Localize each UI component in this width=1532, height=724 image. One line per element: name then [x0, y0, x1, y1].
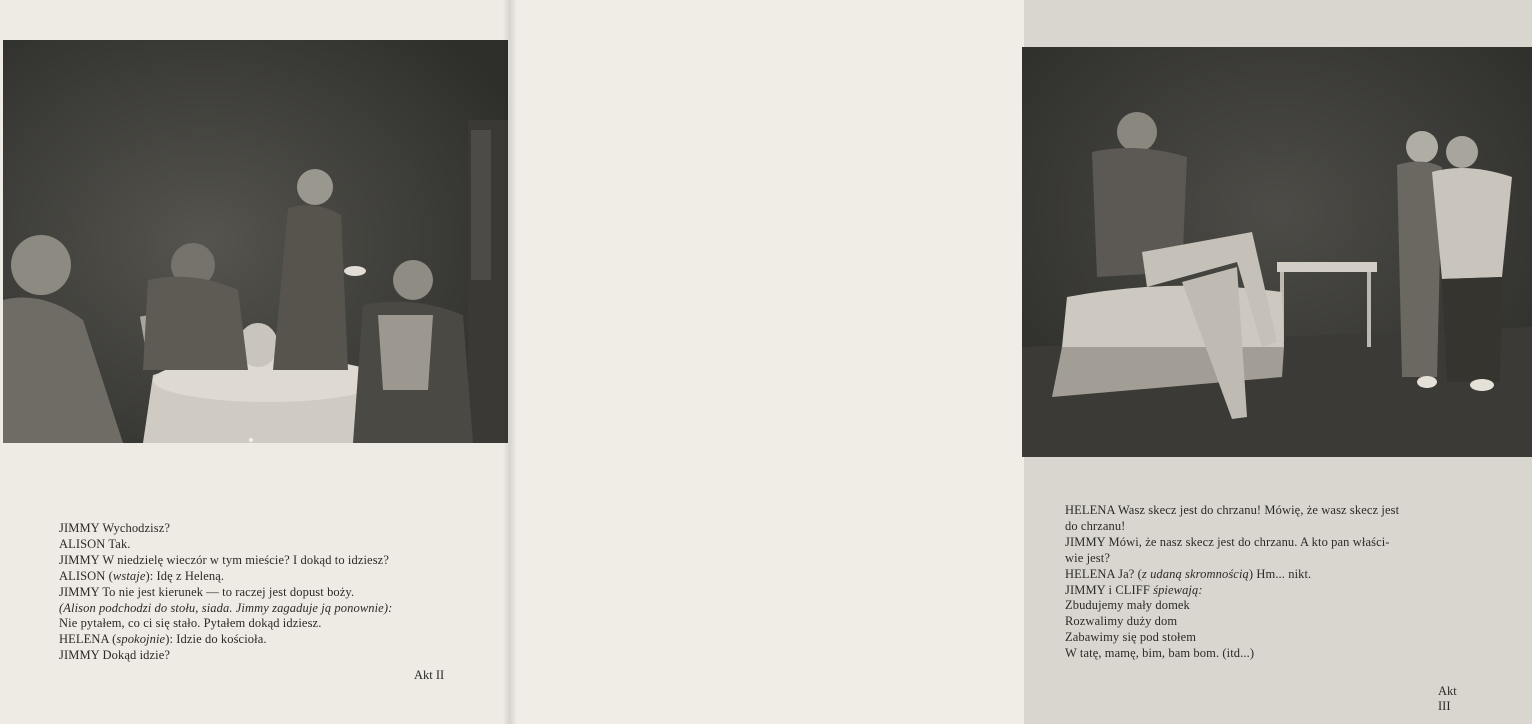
stage-direction: śpiewają: — [1153, 582, 1203, 597]
dialogue-line — [59, 632, 479, 648]
stage-direction: (Alison podchodzi do stołu, siada. Jimmy zagaduje ją ponownie): — [59, 600, 393, 615]
line-text: ): Idę z Heleną. — [145, 568, 225, 583]
stage-direction: wstaje — [112, 568, 146, 583]
dialogue-line — [1065, 535, 1485, 551]
dialogue-line — [59, 585, 479, 601]
line-text: ALISON Tak. — [59, 536, 131, 551]
right-page-dialogue — [1065, 503, 1485, 662]
song-line — [1065, 646, 1485, 662]
stage-direction: spokojnie — [116, 632, 166, 647]
right-page — [510, 0, 1457, 724]
line-text: JIMMY Mówi, że nasz skecz jest do chrzanu. A kto pan właści- — [1065, 534, 1390, 549]
line-text: ) Hm... nikt. — [1248, 566, 1312, 581]
act-label-right: Akt III — [1438, 684, 1457, 713]
dialogue-line — [59, 648, 479, 664]
line-text: Zabawimy się pod stołem — [1065, 630, 1197, 645]
song-line — [1065, 598, 1485, 614]
dialogue-line — [59, 616, 479, 632]
stage-photo-act-2-image — [3, 40, 508, 443]
line-text: JIMMY Wychodzisz? — [59, 521, 170, 535]
line-text: HELENA Wasz skecz jest do chrzanu! Mówię, że wasz skecz jest — [1065, 503, 1400, 517]
stage-direction: z udaną skromnością — [1141, 566, 1249, 581]
stage-photo-act-3-image — [1022, 47, 1532, 457]
line-text: do chrzanu! — [1065, 518, 1126, 533]
line-text: JIMMY i CLIFF — [1065, 582, 1154, 597]
dialogue-line — [1065, 583, 1485, 599]
dialogue-line — [59, 537, 479, 553]
dialogue-line — [1065, 551, 1485, 567]
line-text: Rozwalimy duży dom — [1065, 614, 1178, 629]
dialogue-line — [1065, 503, 1485, 519]
dialogue-line — [1065, 519, 1485, 535]
dialogue-line — [59, 521, 479, 537]
act-label-left: Akt II — [414, 668, 445, 682]
dialogue-line — [59, 601, 479, 617]
dialogue-line — [59, 553, 479, 569]
line-text: W tatę, mamę, bim, bam bom. (itd...) — [1065, 646, 1255, 661]
line-text: HELENA ( — [59, 632, 117, 647]
left-page-dialogue — [59, 521, 479, 664]
line-text: Nie pytałem, co ci się stało. Pytałem dokąd idziesz. — [59, 616, 322, 631]
stage-photo-act-2 — [3, 40, 508, 443]
line-text: wie jest? — [1065, 550, 1110, 565]
left-page — [0, 0, 510, 724]
line-text: JIMMY W niedzielę wieczór w tym mieście? I dokąd to idziesz? — [59, 552, 389, 567]
line-text: ALISON ( — [59, 568, 113, 583]
stage-photo-act-3 — [1022, 47, 1532, 457]
line-text: Zbudujemy mały domek — [1065, 598, 1190, 613]
line-text: JIMMY To nie jest kierunek — to raczej jest dopust boży. — [59, 584, 355, 599]
song-line — [1065, 614, 1485, 630]
line-text: ): Idzie do kościoła. — [165, 632, 267, 647]
line-text: JIMMY Dokąd idzie? — [59, 648, 171, 663]
dialogue-line — [59, 569, 479, 585]
book-gutter — [503, 0, 517, 724]
song-line — [1065, 630, 1485, 646]
dialogue-line — [1065, 567, 1485, 583]
line-text: HELENA Ja? ( — [1065, 566, 1142, 581]
